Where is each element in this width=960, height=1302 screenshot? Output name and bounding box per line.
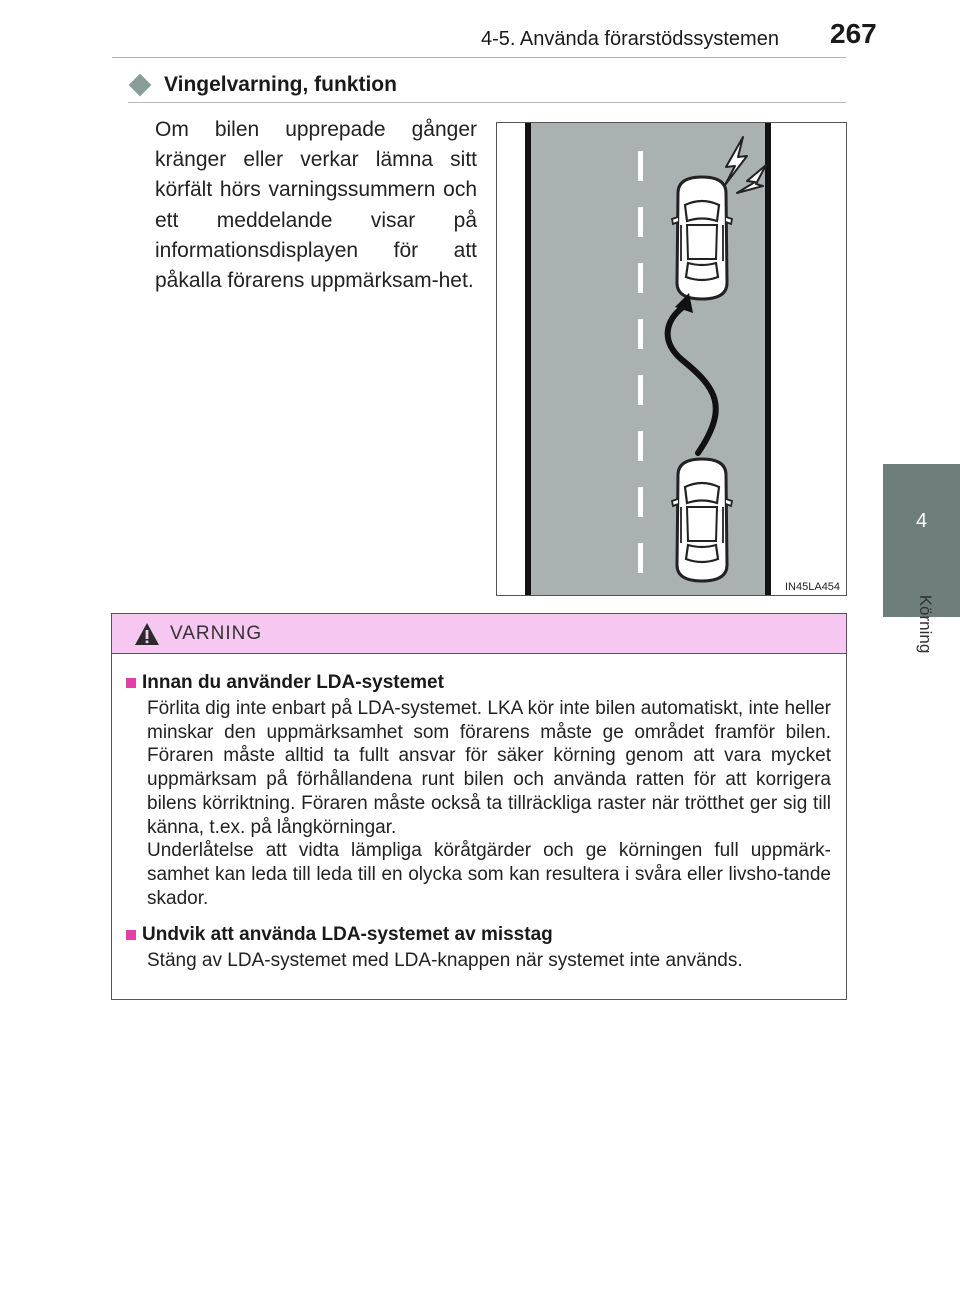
warning-item-text: Underlåtelse att vidta lämpliga köråtgärder och ge körningen full uppmärk-samhet kan leda till leda till en olycka som kan resultera i svåra eller livsho-tande skador. [147, 840, 831, 909]
warning-item-text: Stäng av LDA-systemet med LDA-knappen när systemet inte används. [147, 950, 743, 971]
sub-heading-divider [128, 102, 846, 103]
warning-triangle-icon [134, 622, 160, 646]
diamond-bullet-icon [129, 74, 152, 97]
body-paragraph: Om bilen upprepade gånger kränger eller verkar lämna sitt körfält hörs varningssummern och ett meddelande visar på informationsdisplayen för att påkalla förarens uppmärksam-het. [155, 118, 477, 293]
warning-box [111, 613, 847, 1000]
sub-heading-text: Vingelvarning, funktion [164, 73, 397, 96]
chapter-label: Körning [916, 594, 935, 654]
car-icon [672, 459, 732, 581]
left-lane-line [525, 123, 531, 595]
warning-item-title: Undvik att använda LDA-systemet av misstag [142, 924, 553, 945]
square-bullet-icon [126, 930, 136, 940]
square-bullet-icon [126, 678, 136, 688]
warning-item [112, 924, 846, 973]
warning-item-title: Innan du använder LDA-systemet [142, 672, 444, 693]
warning-header [112, 614, 846, 654]
lane-departure-illustration [496, 122, 847, 596]
warning-title: VARNING [170, 622, 263, 644]
page-header [0, 0, 960, 62]
road-surface [531, 123, 765, 595]
sub-heading [128, 70, 397, 100]
page-number: 267 [830, 18, 877, 49]
car-icon [672, 177, 732, 299]
chapter-number: 4 [915, 510, 928, 532]
illustration-code: IN45LA454 [785, 581, 841, 593]
warning-item [112, 672, 846, 910]
header-divider [112, 57, 846, 58]
section-title: 4-5. Använda förarstödssystemen [481, 28, 779, 50]
road-scene [497, 123, 846, 595]
right-lane-line [765, 123, 771, 595]
warning-item-text: Förlita dig inte enbart på LDA-systemet. LKA kör inte bilen automatiskt, inte heller minskar den uppmärksamhet som förarens måste ge området framför bilen. Föraren måste alltid ta fullt ansvar för säker körning genom att vara mycket uppmärksam på förhållandena runt bilen och använda ratten för att korrigera bilens körriktning. Föraren måste också ta tillräckliga raster när trötthet ger sig till känna, t.ex. på långkörningar. [147, 698, 831, 838]
